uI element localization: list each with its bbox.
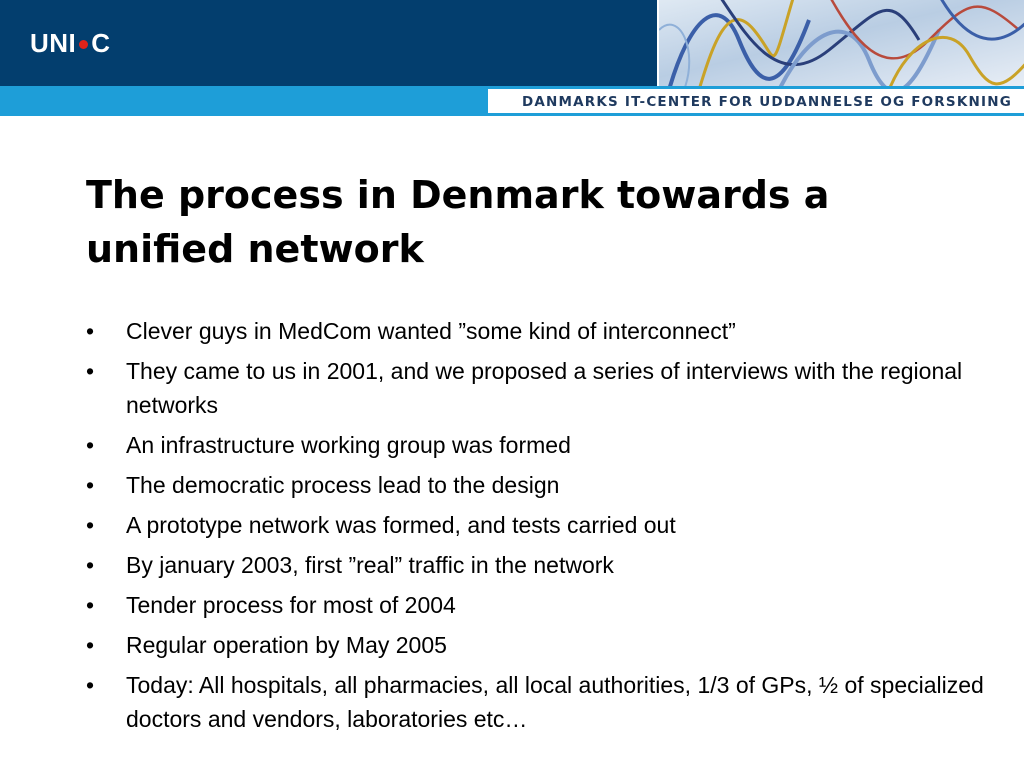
bullet-item (86, 468, 986, 502)
bullet-item (86, 668, 986, 736)
slide-title: The process in Denmark towards a unified network (86, 173, 830, 271)
abstract-wires-image (659, 0, 1024, 86)
bullet-list (86, 314, 986, 742)
bullet-icon: • (86, 318, 95, 344)
bullet-icon: • (86, 358, 95, 384)
bullet-text: An infrastructure working group was formed (126, 432, 571, 458)
bullet-text: Tender process for most of 2004 (126, 592, 456, 618)
bullet-icon: • (86, 632, 95, 658)
header-decorative-image (657, 0, 1024, 86)
bullet-text: A prototype network was formed, and tests carried out (126, 512, 676, 538)
bullet-icon: • (86, 552, 95, 578)
bullet-text: By january 2003, first ”real” traffic in the network (126, 552, 614, 578)
bullet-icon: • (86, 432, 95, 458)
bullet-text: Regular operation by May 2005 (126, 632, 447, 658)
bullet-item (86, 548, 986, 582)
bullet-item (86, 314, 986, 348)
bullet-item (86, 588, 986, 622)
bullet-item (86, 354, 986, 422)
uni-c-logo (30, 28, 111, 58)
bullet-text: They came to us in 2001, and we proposed a series of interviews with the regional networks (126, 358, 963, 418)
bullet-icon: • (86, 592, 95, 618)
bullet-icon: • (86, 472, 95, 498)
organization-tagline: DANMARKS IT-CENTER FOR UDDANNELSE OG FORSKNING (521, 94, 1012, 110)
logo-dot-icon (79, 40, 88, 49)
bullet-item (86, 628, 986, 662)
bullet-text: The democratic process lead to the design (126, 472, 560, 498)
bullet-item (86, 428, 986, 462)
bullet-text: Today: All hospitals, all pharmacies, all local authorities, 1/3 of GPs, ½ of specialized doctors and vendors, laboratories etc… (126, 672, 984, 732)
bullet-item (86, 508, 986, 542)
logo-text-right: C (91, 27, 111, 58)
bullet-text: Clever guys in MedCom wanted ”some kind of interconnect” (126, 318, 736, 344)
logo-text-left: UNI (30, 27, 77, 58)
bullet-icon: • (86, 672, 95, 698)
bullet-icon: • (86, 512, 95, 538)
